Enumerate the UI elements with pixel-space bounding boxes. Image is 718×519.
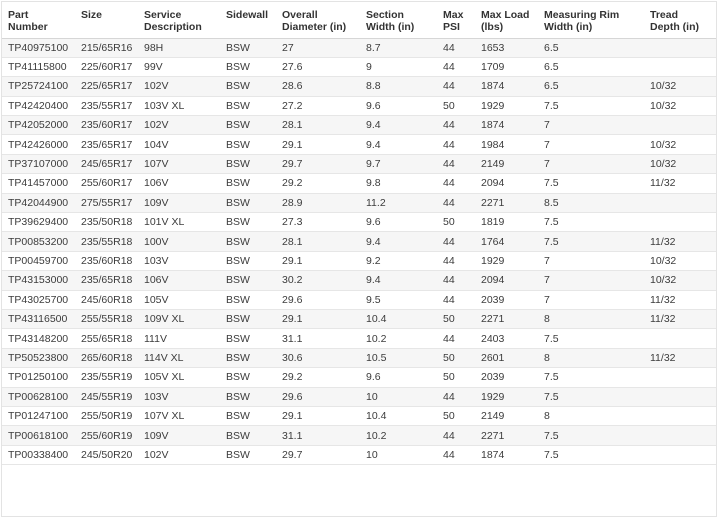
cell-load: 2039 bbox=[475, 290, 538, 309]
cell-width: 10.2 bbox=[360, 329, 437, 348]
cell-load: 2403 bbox=[475, 329, 538, 348]
cell-rim: 7.5 bbox=[538, 329, 644, 348]
cell-width: 8.7 bbox=[360, 38, 437, 57]
cell-tread bbox=[644, 445, 716, 464]
cell-rim: 7 bbox=[538, 154, 644, 173]
cell-tread: 10/32 bbox=[644, 135, 716, 154]
cell-rim: 8.5 bbox=[538, 193, 644, 212]
cell-load: 2271 bbox=[475, 309, 538, 328]
cell-psi: 44 bbox=[437, 193, 475, 212]
cell-load: 1929 bbox=[475, 251, 538, 270]
cell-rim: 7.5 bbox=[538, 96, 644, 115]
cell-psi: 44 bbox=[437, 135, 475, 154]
cell-load: 2271 bbox=[475, 193, 538, 212]
cell-rim: 7.5 bbox=[538, 174, 644, 193]
cell-load: 2149 bbox=[475, 154, 538, 173]
column-header-rim bbox=[538, 2, 644, 38]
cell-service: 103V bbox=[138, 251, 220, 270]
table-body bbox=[2, 38, 716, 465]
column-header-line1: Size bbox=[81, 9, 103, 21]
table-row bbox=[2, 213, 716, 232]
cell-size: 255/60R19 bbox=[75, 426, 138, 445]
cell-sidewall: BSW bbox=[220, 348, 276, 367]
cell-width: 9.6 bbox=[360, 96, 437, 115]
column-header-line1: Part bbox=[8, 9, 29, 21]
cell-diameter: 31.1 bbox=[276, 329, 360, 348]
cell-rim: 6.5 bbox=[538, 57, 644, 76]
cell-size: 245/50R20 bbox=[75, 445, 138, 464]
table-row bbox=[2, 309, 716, 328]
cell-psi: 44 bbox=[437, 174, 475, 193]
table-row bbox=[2, 135, 716, 154]
cell-diameter: 29.1 bbox=[276, 309, 360, 328]
column-header-line1: Section bbox=[366, 9, 404, 21]
cell-load: 2149 bbox=[475, 406, 538, 425]
header-row bbox=[2, 2, 716, 38]
cell-service: 106V bbox=[138, 271, 220, 290]
column-header-diameter bbox=[276, 2, 360, 38]
cell-load: 1764 bbox=[475, 232, 538, 251]
column-header-psi bbox=[437, 2, 475, 38]
cell-diameter: 29.7 bbox=[276, 445, 360, 464]
cell-load: 2094 bbox=[475, 271, 538, 290]
cell-tread bbox=[644, 387, 716, 406]
column-header-service bbox=[138, 2, 220, 38]
cell-diameter: 29.1 bbox=[276, 406, 360, 425]
cell-sidewall: BSW bbox=[220, 193, 276, 212]
cell-width: 10 bbox=[360, 445, 437, 464]
cell-part: TP43116500 bbox=[2, 309, 75, 328]
cell-size: 235/65R18 bbox=[75, 271, 138, 290]
cell-part: TP41115800 bbox=[2, 57, 75, 76]
table-row bbox=[2, 271, 716, 290]
cell-width: 9.4 bbox=[360, 232, 437, 251]
cell-part: TP40975100 bbox=[2, 38, 75, 57]
cell-width: 10.2 bbox=[360, 426, 437, 445]
cell-tread: 11/32 bbox=[644, 290, 716, 309]
cell-part: TP00853200 bbox=[2, 232, 75, 251]
cell-load: 1709 bbox=[475, 57, 538, 76]
cell-load: 1874 bbox=[475, 77, 538, 96]
column-header-width bbox=[360, 2, 437, 38]
cell-diameter: 28.6 bbox=[276, 77, 360, 96]
column-header-line1: Service bbox=[144, 9, 182, 21]
cell-part: TP42044900 bbox=[2, 193, 75, 212]
cell-sidewall: BSW bbox=[220, 406, 276, 425]
cell-sidewall: BSW bbox=[220, 290, 276, 309]
cell-psi: 50 bbox=[437, 96, 475, 115]
tire-spec-table bbox=[2, 2, 716, 465]
cell-part: TP01247100 bbox=[2, 406, 75, 425]
cell-part: TP50523800 bbox=[2, 348, 75, 367]
cell-tread: 11/32 bbox=[644, 174, 716, 193]
cell-load: 1929 bbox=[475, 96, 538, 115]
cell-tread bbox=[644, 213, 716, 232]
table-row bbox=[2, 116, 716, 135]
cell-size: 255/50R19 bbox=[75, 406, 138, 425]
cell-size: 245/65R17 bbox=[75, 154, 138, 173]
cell-psi: 44 bbox=[437, 426, 475, 445]
cell-size: 245/55R19 bbox=[75, 387, 138, 406]
cell-psi: 44 bbox=[437, 232, 475, 251]
cell-width: 10.4 bbox=[360, 406, 437, 425]
cell-width: 10.4 bbox=[360, 309, 437, 328]
cell-diameter: 28.1 bbox=[276, 232, 360, 251]
cell-psi: 50 bbox=[437, 309, 475, 328]
cell-tread: 10/32 bbox=[644, 77, 716, 96]
cell-part: TP00628100 bbox=[2, 387, 75, 406]
column-header-load bbox=[475, 2, 538, 38]
column-header-line1: Max Load bbox=[481, 9, 530, 21]
cell-psi: 44 bbox=[437, 271, 475, 290]
cell-tread: 11/32 bbox=[644, 309, 716, 328]
cell-service: 109V XL bbox=[138, 309, 220, 328]
cell-part: TP41457000 bbox=[2, 174, 75, 193]
cell-diameter: 29.7 bbox=[276, 154, 360, 173]
cell-part: TP42426000 bbox=[2, 135, 75, 154]
cell-rim: 7.5 bbox=[538, 445, 644, 464]
cell-part: TP39629400 bbox=[2, 213, 75, 232]
column-header-line2: Width (in) bbox=[366, 21, 415, 33]
cell-tread bbox=[644, 406, 716, 425]
cell-part: TP42052000 bbox=[2, 116, 75, 135]
cell-sidewall: BSW bbox=[220, 135, 276, 154]
cell-rim: 7 bbox=[538, 135, 644, 154]
cell-part: TP42420400 bbox=[2, 96, 75, 115]
cell-rim: 8 bbox=[538, 309, 644, 328]
cell-sidewall: BSW bbox=[220, 445, 276, 464]
cell-load: 1874 bbox=[475, 116, 538, 135]
cell-size: 255/55R18 bbox=[75, 309, 138, 328]
cell-part: TP00618100 bbox=[2, 426, 75, 445]
cell-psi: 44 bbox=[437, 116, 475, 135]
column-header-sidewall bbox=[220, 2, 276, 38]
cell-size: 235/60R17 bbox=[75, 116, 138, 135]
cell-tread: 10/32 bbox=[644, 96, 716, 115]
cell-psi: 44 bbox=[437, 77, 475, 96]
column-header-line2: Number bbox=[8, 21, 48, 33]
cell-part: TP01250100 bbox=[2, 368, 75, 387]
cell-width: 9.5 bbox=[360, 290, 437, 309]
table-row bbox=[2, 154, 716, 173]
cell-part: TP37107000 bbox=[2, 154, 75, 173]
cell-sidewall: BSW bbox=[220, 271, 276, 290]
cell-psi: 50 bbox=[437, 348, 475, 367]
cell-size: 225/60R17 bbox=[75, 57, 138, 76]
cell-tread: 11/32 bbox=[644, 348, 716, 367]
column-header-line1: Max bbox=[443, 9, 464, 21]
cell-service: 100V bbox=[138, 232, 220, 251]
cell-width: 9 bbox=[360, 57, 437, 76]
cell-rim: 7.5 bbox=[538, 213, 644, 232]
table-row bbox=[2, 96, 716, 115]
cell-diameter: 30.6 bbox=[276, 348, 360, 367]
cell-tread bbox=[644, 193, 716, 212]
cell-rim: 8 bbox=[538, 406, 644, 425]
cell-width: 9.4 bbox=[360, 135, 437, 154]
cell-part: TP43025700 bbox=[2, 290, 75, 309]
cell-load: 1874 bbox=[475, 445, 538, 464]
cell-size: 235/65R17 bbox=[75, 135, 138, 154]
cell-service: 105V XL bbox=[138, 368, 220, 387]
cell-service: 101V XL bbox=[138, 213, 220, 232]
cell-size: 255/60R17 bbox=[75, 174, 138, 193]
cell-service: 102V bbox=[138, 77, 220, 96]
cell-tread bbox=[644, 57, 716, 76]
cell-rim: 7 bbox=[538, 251, 644, 270]
table-row bbox=[2, 57, 716, 76]
table-row bbox=[2, 329, 716, 348]
cell-sidewall: BSW bbox=[220, 309, 276, 328]
cell-service: 114V XL bbox=[138, 348, 220, 367]
table-row bbox=[2, 38, 716, 57]
cell-tread: 10/32 bbox=[644, 154, 716, 173]
table-row bbox=[2, 77, 716, 96]
cell-psi: 44 bbox=[437, 445, 475, 464]
cell-width: 9.8 bbox=[360, 174, 437, 193]
cell-diameter: 29.1 bbox=[276, 251, 360, 270]
cell-diameter: 30.2 bbox=[276, 271, 360, 290]
cell-tread: 10/32 bbox=[644, 251, 716, 270]
cell-size: 215/65R16 bbox=[75, 38, 138, 57]
cell-psi: 44 bbox=[437, 387, 475, 406]
cell-size: 245/60R18 bbox=[75, 290, 138, 309]
cell-sidewall: BSW bbox=[220, 387, 276, 406]
cell-width: 8.8 bbox=[360, 77, 437, 96]
cell-width: 9.7 bbox=[360, 154, 437, 173]
cell-diameter: 28.1 bbox=[276, 116, 360, 135]
table-row bbox=[2, 426, 716, 445]
cell-psi: 50 bbox=[437, 368, 475, 387]
cell-psi: 44 bbox=[437, 154, 475, 173]
cell-diameter: 29.1 bbox=[276, 135, 360, 154]
cell-sidewall: BSW bbox=[220, 96, 276, 115]
cell-load: 2601 bbox=[475, 348, 538, 367]
cell-size: 225/65R17 bbox=[75, 77, 138, 96]
cell-service: 103V XL bbox=[138, 96, 220, 115]
cell-load: 1819 bbox=[475, 213, 538, 232]
cell-rim: 7 bbox=[538, 290, 644, 309]
cell-rim: 7 bbox=[538, 271, 644, 290]
cell-load: 2094 bbox=[475, 174, 538, 193]
cell-service: 109V bbox=[138, 193, 220, 212]
cell-sidewall: BSW bbox=[220, 368, 276, 387]
cell-part: TP43153000 bbox=[2, 271, 75, 290]
table-row bbox=[2, 387, 716, 406]
tire-spec-table-container bbox=[1, 1, 717, 517]
cell-part: TP00338400 bbox=[2, 445, 75, 464]
column-header-line2: Description bbox=[144, 21, 202, 33]
cell-width: 11.2 bbox=[360, 193, 437, 212]
column-header-line2: Diameter (in) bbox=[282, 21, 347, 33]
cell-load: 2039 bbox=[475, 368, 538, 387]
cell-psi: 44 bbox=[437, 329, 475, 348]
cell-sidewall: BSW bbox=[220, 426, 276, 445]
cell-rim: 6.5 bbox=[538, 38, 644, 57]
cell-rim: 7.5 bbox=[538, 368, 644, 387]
cell-diameter: 27 bbox=[276, 38, 360, 57]
cell-service: 103V bbox=[138, 387, 220, 406]
column-header-line2: PSI bbox=[443, 21, 460, 33]
table-row bbox=[2, 251, 716, 270]
column-header-line2: Width (in) bbox=[544, 21, 593, 33]
cell-rim: 7.5 bbox=[538, 387, 644, 406]
cell-load: 1653 bbox=[475, 38, 538, 57]
cell-width: 9.6 bbox=[360, 368, 437, 387]
table-row bbox=[2, 174, 716, 193]
cell-part: TP25724100 bbox=[2, 77, 75, 96]
cell-service: 106V bbox=[138, 174, 220, 193]
cell-part: TP43148200 bbox=[2, 329, 75, 348]
cell-diameter: 27.3 bbox=[276, 213, 360, 232]
cell-load: 1984 bbox=[475, 135, 538, 154]
column-header-line1: Measuring Rim bbox=[544, 9, 620, 21]
cell-rim: 7.5 bbox=[538, 426, 644, 445]
cell-load: 1929 bbox=[475, 387, 538, 406]
cell-tread bbox=[644, 38, 716, 57]
cell-diameter: 27.6 bbox=[276, 57, 360, 76]
cell-tread bbox=[644, 116, 716, 135]
table-header bbox=[2, 2, 716, 38]
cell-size: 235/55R17 bbox=[75, 96, 138, 115]
column-header-part bbox=[2, 2, 75, 38]
cell-sidewall: BSW bbox=[220, 154, 276, 173]
cell-size: 265/60R18 bbox=[75, 348, 138, 367]
column-header-line1: Overall bbox=[282, 9, 318, 21]
column-header-size bbox=[75, 2, 138, 38]
cell-service: 104V bbox=[138, 135, 220, 154]
cell-tread: 10/32 bbox=[644, 271, 716, 290]
column-header-tread bbox=[644, 2, 716, 38]
cell-tread bbox=[644, 368, 716, 387]
cell-size: 235/55R18 bbox=[75, 232, 138, 251]
cell-sidewall: BSW bbox=[220, 251, 276, 270]
cell-size: 235/60R18 bbox=[75, 251, 138, 270]
cell-part: TP00459700 bbox=[2, 251, 75, 270]
cell-width: 9.4 bbox=[360, 116, 437, 135]
cell-sidewall: BSW bbox=[220, 77, 276, 96]
cell-rim: 7 bbox=[538, 116, 644, 135]
cell-width: 9.4 bbox=[360, 271, 437, 290]
cell-sidewall: BSW bbox=[220, 38, 276, 57]
table-row bbox=[2, 193, 716, 212]
cell-sidewall: BSW bbox=[220, 213, 276, 232]
cell-tread bbox=[644, 426, 716, 445]
cell-width: 10 bbox=[360, 387, 437, 406]
table-row bbox=[2, 290, 716, 309]
cell-tread bbox=[644, 329, 716, 348]
cell-psi: 44 bbox=[437, 57, 475, 76]
cell-psi: 50 bbox=[437, 213, 475, 232]
cell-psi: 44 bbox=[437, 38, 475, 57]
cell-service: 105V bbox=[138, 290, 220, 309]
column-header-line1: Sidewall bbox=[226, 9, 269, 21]
cell-load: 2271 bbox=[475, 426, 538, 445]
table-row bbox=[2, 406, 716, 425]
cell-width: 9.6 bbox=[360, 213, 437, 232]
cell-sidewall: BSW bbox=[220, 329, 276, 348]
cell-service: 99V bbox=[138, 57, 220, 76]
cell-sidewall: BSW bbox=[220, 57, 276, 76]
column-header-line1: Tread bbox=[650, 9, 679, 21]
table-row bbox=[2, 368, 716, 387]
cell-service: 102V bbox=[138, 445, 220, 464]
table-row bbox=[2, 348, 716, 367]
cell-service: 98H bbox=[138, 38, 220, 57]
cell-size: 275/55R17 bbox=[75, 193, 138, 212]
cell-diameter: 29.2 bbox=[276, 368, 360, 387]
cell-service: 109V bbox=[138, 426, 220, 445]
cell-service: 111V bbox=[138, 329, 220, 348]
table-row bbox=[2, 232, 716, 251]
cell-psi: 50 bbox=[437, 406, 475, 425]
column-header-line2: Depth (in) bbox=[650, 21, 699, 33]
cell-width: 10.5 bbox=[360, 348, 437, 367]
cell-diameter: 29.2 bbox=[276, 174, 360, 193]
cell-sidewall: BSW bbox=[220, 232, 276, 251]
cell-size: 255/65R18 bbox=[75, 329, 138, 348]
cell-sidewall: BSW bbox=[220, 116, 276, 135]
cell-size: 235/55R19 bbox=[75, 368, 138, 387]
column-header-line2: (lbs) bbox=[481, 21, 504, 33]
cell-service: 107V XL bbox=[138, 406, 220, 425]
cell-diameter: 27.2 bbox=[276, 96, 360, 115]
cell-width: 9.2 bbox=[360, 251, 437, 270]
cell-service: 102V bbox=[138, 116, 220, 135]
cell-psi: 44 bbox=[437, 251, 475, 270]
table-row bbox=[2, 445, 716, 464]
cell-diameter: 28.9 bbox=[276, 193, 360, 212]
cell-diameter: 29.6 bbox=[276, 387, 360, 406]
cell-rim: 8 bbox=[538, 348, 644, 367]
cell-rim: 7.5 bbox=[538, 232, 644, 251]
cell-size: 235/50R18 bbox=[75, 213, 138, 232]
cell-psi: 44 bbox=[437, 290, 475, 309]
cell-service: 107V bbox=[138, 154, 220, 173]
cell-diameter: 29.6 bbox=[276, 290, 360, 309]
cell-rim: 6.5 bbox=[538, 77, 644, 96]
cell-diameter: 31.1 bbox=[276, 426, 360, 445]
cell-sidewall: BSW bbox=[220, 174, 276, 193]
cell-tread: 11/32 bbox=[644, 232, 716, 251]
